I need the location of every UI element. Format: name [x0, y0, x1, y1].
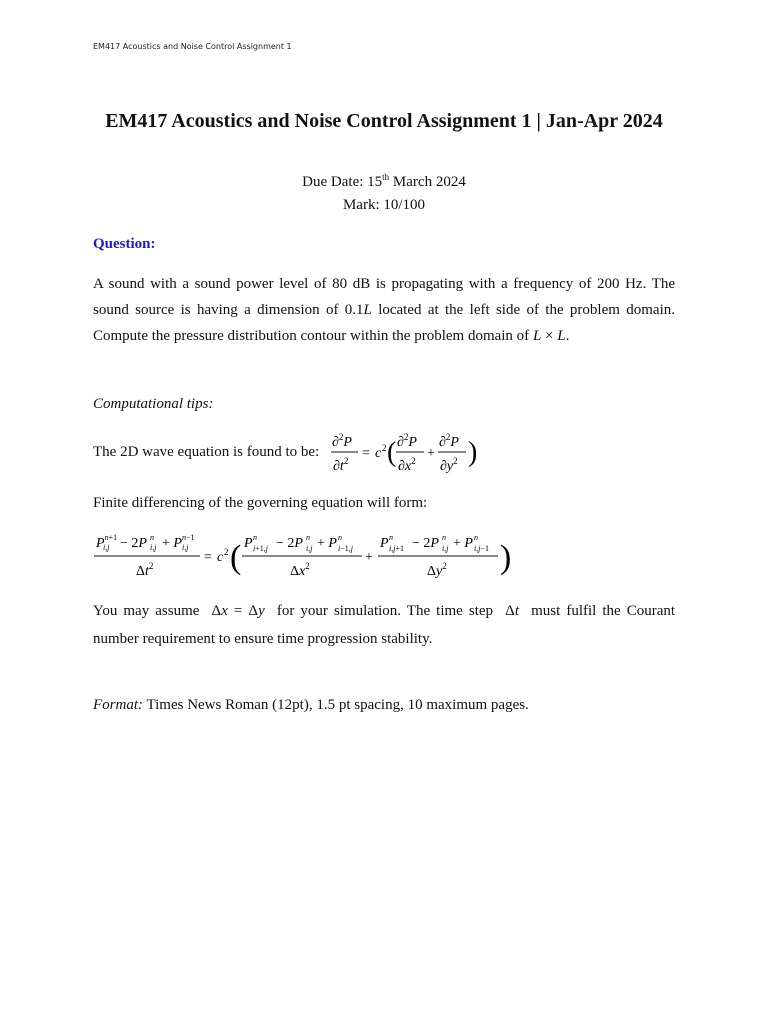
svg-text:n: n — [474, 533, 478, 542]
svg-text:i−1,j: i−1,j — [338, 544, 353, 553]
svg-text:2: 2 — [224, 547, 229, 557]
svg-text:i,j: i,j — [182, 543, 189, 552]
svg-text:i,j: i,j — [306, 544, 313, 553]
svg-text:Δx2: $\Delta x^2$ — [290, 561, 310, 579]
svg-text:∂t2: $\partial t^2$ — [333, 456, 349, 474]
svg-text:n: n — [253, 533, 257, 542]
svg-text:+ P: + P — [317, 536, 337, 551]
svg-text:c: c — [375, 446, 382, 461]
svg-text:∂2P: ∂$^2$P — [397, 432, 417, 450]
svg-text:∂2P: ∂$^2$P — [332, 432, 352, 450]
svg-text:P: P — [380, 536, 389, 551]
svg-text:=: = — [362, 446, 370, 461]
svg-text:i,j+1: i,j+1 — [389, 544, 404, 553]
svg-text:− 2P: − 2P — [120, 536, 147, 551]
svg-text:+: + — [365, 550, 373, 565]
mark: Mark: 10/100 — [342, 197, 426, 213]
wave-equation — [330, 430, 480, 483]
tips-heading: Computational tips: — [93, 396, 214, 412]
wave-eq-label: The 2D wave equation is found to be: — [93, 444, 320, 460]
svg-text:(: ( — [387, 437, 397, 468]
svg-text:n: n — [306, 533, 310, 542]
svg-text:+: + — [427, 446, 435, 461]
svg-text:+ P: + P — [162, 536, 182, 551]
svg-text:− 2P: − 2P — [276, 536, 303, 551]
format-note: Format: Times News Roman (12pt), 1.5 pt spacing, 10 maximum pages. — [93, 697, 529, 713]
svg-text:n: n — [338, 533, 342, 542]
document-title: EM417 Acoustics and Noise Control Assignment 1 | Jan-Apr 2024 — [105, 110, 663, 132]
svg-text:i,j: i,j — [103, 543, 110, 552]
svg-text:n: n — [442, 533, 446, 542]
svg-text:n−1: n−1 — [182, 533, 195, 542]
svg-text:∂y2: $\partial y^2$ — [440, 456, 458, 474]
svg-text:Δy2: $\Delta y^2$ — [427, 561, 447, 579]
svg-text:Δt2: $\Delta t^2$ — [136, 561, 154, 579]
assumption-paragraph: You may assume Δx = Δy for your simulation. The time step Δt must fulfil the Courant number requirement to ensure time progression stability. — [93, 603, 676, 647]
question-paragraph: A sound with a sound power level of 80 dB is propagating with a frequency of 200 Hz. The sound source is having a dimension of 0.1L located at the left side of the problem domain. Compute the pressure distribution contour within the problem domain of L × L. — [93, 276, 675, 344]
svg-text:n: n — [389, 533, 393, 542]
svg-text:∂2P: ∂$^2$P — [439, 432, 459, 450]
svg-text:): ) — [468, 437, 478, 468]
running-header: EM417 Acoustics and Noise Control Assignment 1 — [93, 42, 292, 51]
svg-text:(: ( — [230, 539, 242, 576]
svg-text:i,j−1: i,j−1 — [474, 544, 489, 553]
svg-text:n: n — [150, 533, 154, 542]
fd-label: Finite differencing of the governing equation will form: — [93, 495, 428, 511]
svg-text:− 2P: − 2P — [412, 536, 439, 551]
svg-text:i,j: i,j — [442, 544, 449, 553]
due-date: Due Date: 15th March 2024 — [302, 172, 466, 190]
svg-text:+ P: + P — [453, 536, 473, 551]
question-heading: Question: — [93, 236, 156, 252]
svg-text:): ) — [500, 539, 512, 576]
svg-text:c: c — [217, 550, 224, 565]
svg-text:=: = — [204, 550, 212, 565]
svg-text:∂x2: $\partial x^2$ — [398, 456, 416, 474]
svg-text:P: P — [244, 536, 253, 551]
svg-text:2: 2 — [382, 443, 387, 453]
finite-difference-equation — [92, 528, 512, 587]
svg-text:i+1,j: i+1,j — [253, 544, 268, 553]
svg-text:Pn+1: $P^n+1$ — [96, 533, 118, 551]
svg-text:i,j: i,j — [150, 543, 157, 552]
